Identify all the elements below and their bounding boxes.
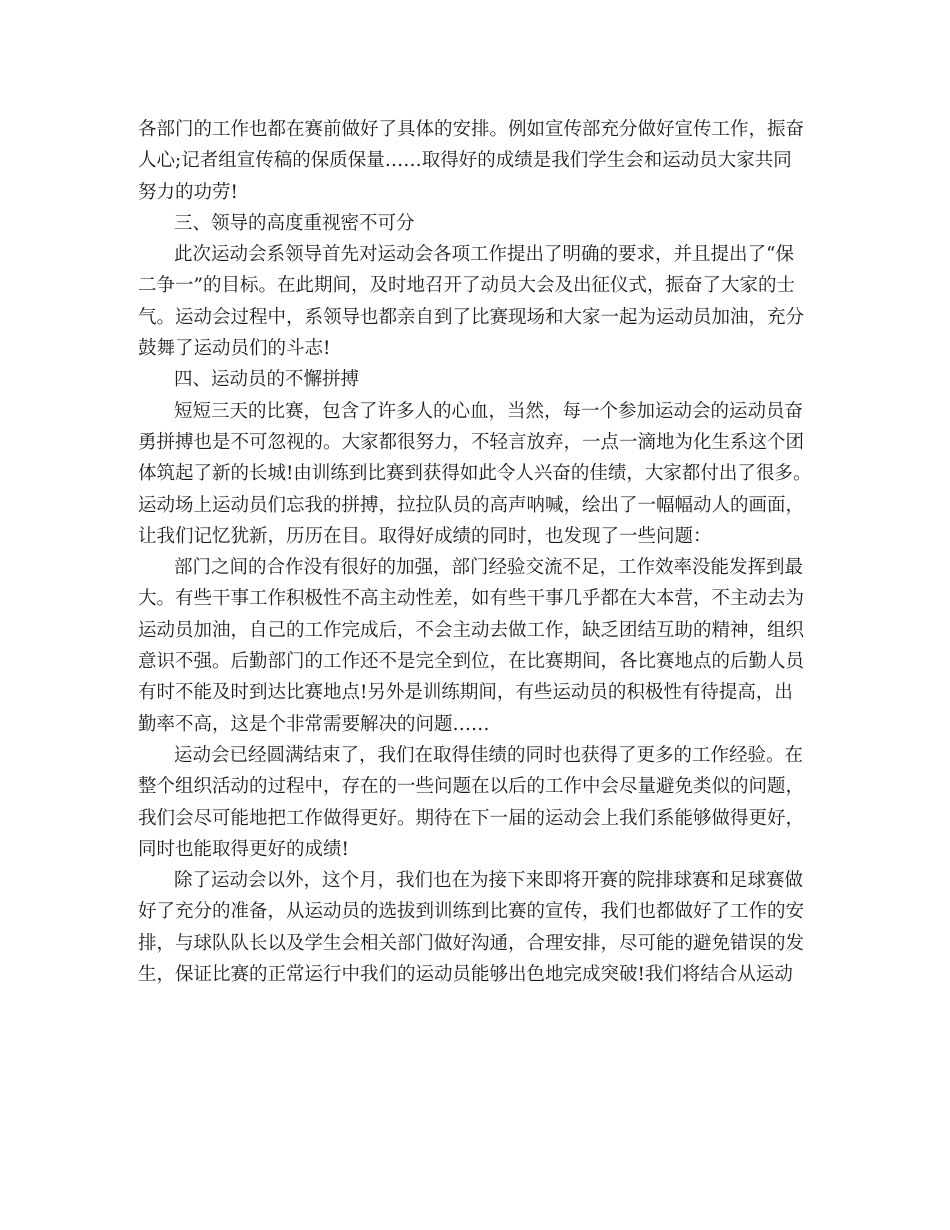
text-line: 有时不能及时到达比赛地点!另外是训练期间，有些运动员的积极性有待提高，出: [138, 682, 793, 704]
text-line: 让我们记忆犹新，历历在目。取得好成绩的同时，也发现了一些问题：: [138, 525, 712, 547]
text-line: 人心;记者组宣传稿的保质保量……取得好的成绩是我们学生会和运动员大家共同: [138, 150, 792, 172]
text-line: 大。有些干事工作积极性不高主动性差，如有些干事几乎都在大本营，不主动去为: [138, 588, 805, 610]
text-line: 此次运动会系领导首先对运动会各项工作提出了明确的要求，并且提出了“保: [174, 244, 794, 266]
text-line: 运动场上运动员们忘我的拼搏，拉拉队员的高声呐喊，绘出了一幅幅动人的画面，: [138, 494, 805, 516]
text-line: 排，与球队队长以及学生会相关部门做好沟通，合理安排，尽可能的避免错误的发: [138, 932, 805, 954]
text-line: 各部门的工作也都在赛前做好了具体的安排。例如宣传部充分做好宣传工作，振奋: [138, 119, 805, 140]
text-line: 勇拼搏也是不可忽视的。大家都很努力，不轻言放弃，一点一滴地为化生系这个团: [138, 431, 805, 453]
text-line: 气。运动会过程中，系领导也都亲自到了比赛现场和大家一起为运动员加油，充分: [138, 306, 805, 328]
text-line: 二争一”的目标。在此期间，及时地召开了动员大会及出征仪式，振奋了大家的士: [138, 275, 795, 297]
text-line: 短短三天的比赛，包含了许多人的心血，当然，每一个参加运动会的运动员奋: [174, 400, 804, 422]
text-line: 四、运动员的不懈拼搏: [174, 369, 360, 391]
text-line: 运动会已经圆满结束了，我们在取得佳绩的同时也获得了更多的工作经验。在: [174, 744, 804, 766]
text-line: 好了充分的准备，从运动员的选拔到训练到比赛的宣传，我们也都做好了工作的安: [138, 901, 805, 923]
text-line: 意识不强。后勤部门的工作还不是完全到位，在比赛期间，各比赛地点的后勤人员: [138, 651, 805, 673]
text-line: 生，保证比赛的正常运行中我们的运动员能够出色地完成突破!我们将结合从运动: [138, 964, 793, 986]
text-line: 除了运动会以外，这个月，我们也在为接下来即将开赛的院排球赛和足球赛做: [174, 870, 804, 892]
text-line: 同时也能取得更好的成绩!: [138, 838, 349, 860]
text-line: 运动员加油，自己的工作完成后，不会主动去做工作，缺乏团结互助的精神，组织: [138, 619, 805, 641]
document-body: [138, 114, 818, 990]
text-line: 体筑起了新的长城!由训练到比赛到获得如此令人兴奋的佳绩，大家都付出了很多。: [138, 463, 812, 485]
text-line: 我们会尽可能地把工作做得更好。期待在下一届的运动会上我们系能够做得更好，: [138, 807, 805, 829]
text-line: 三、领导的高度重视密不可分: [174, 212, 415, 234]
text-line: 整个组织活动的过程中，存在的一些问题在以后的工作中会尽量避免类似的问题，: [138, 776, 805, 798]
text-line: 鼓舞了运动员们的斗志!: [138, 338, 331, 360]
text-line: 努力的功劳!: [138, 181, 238, 203]
text-line: 部门之间的合作没有很好的加强，部门经验交流不足，工作效率没能发挥到最: [174, 557, 804, 579]
text-line: 勤率不高，这是个非常需要解决的问题……: [138, 713, 490, 735]
